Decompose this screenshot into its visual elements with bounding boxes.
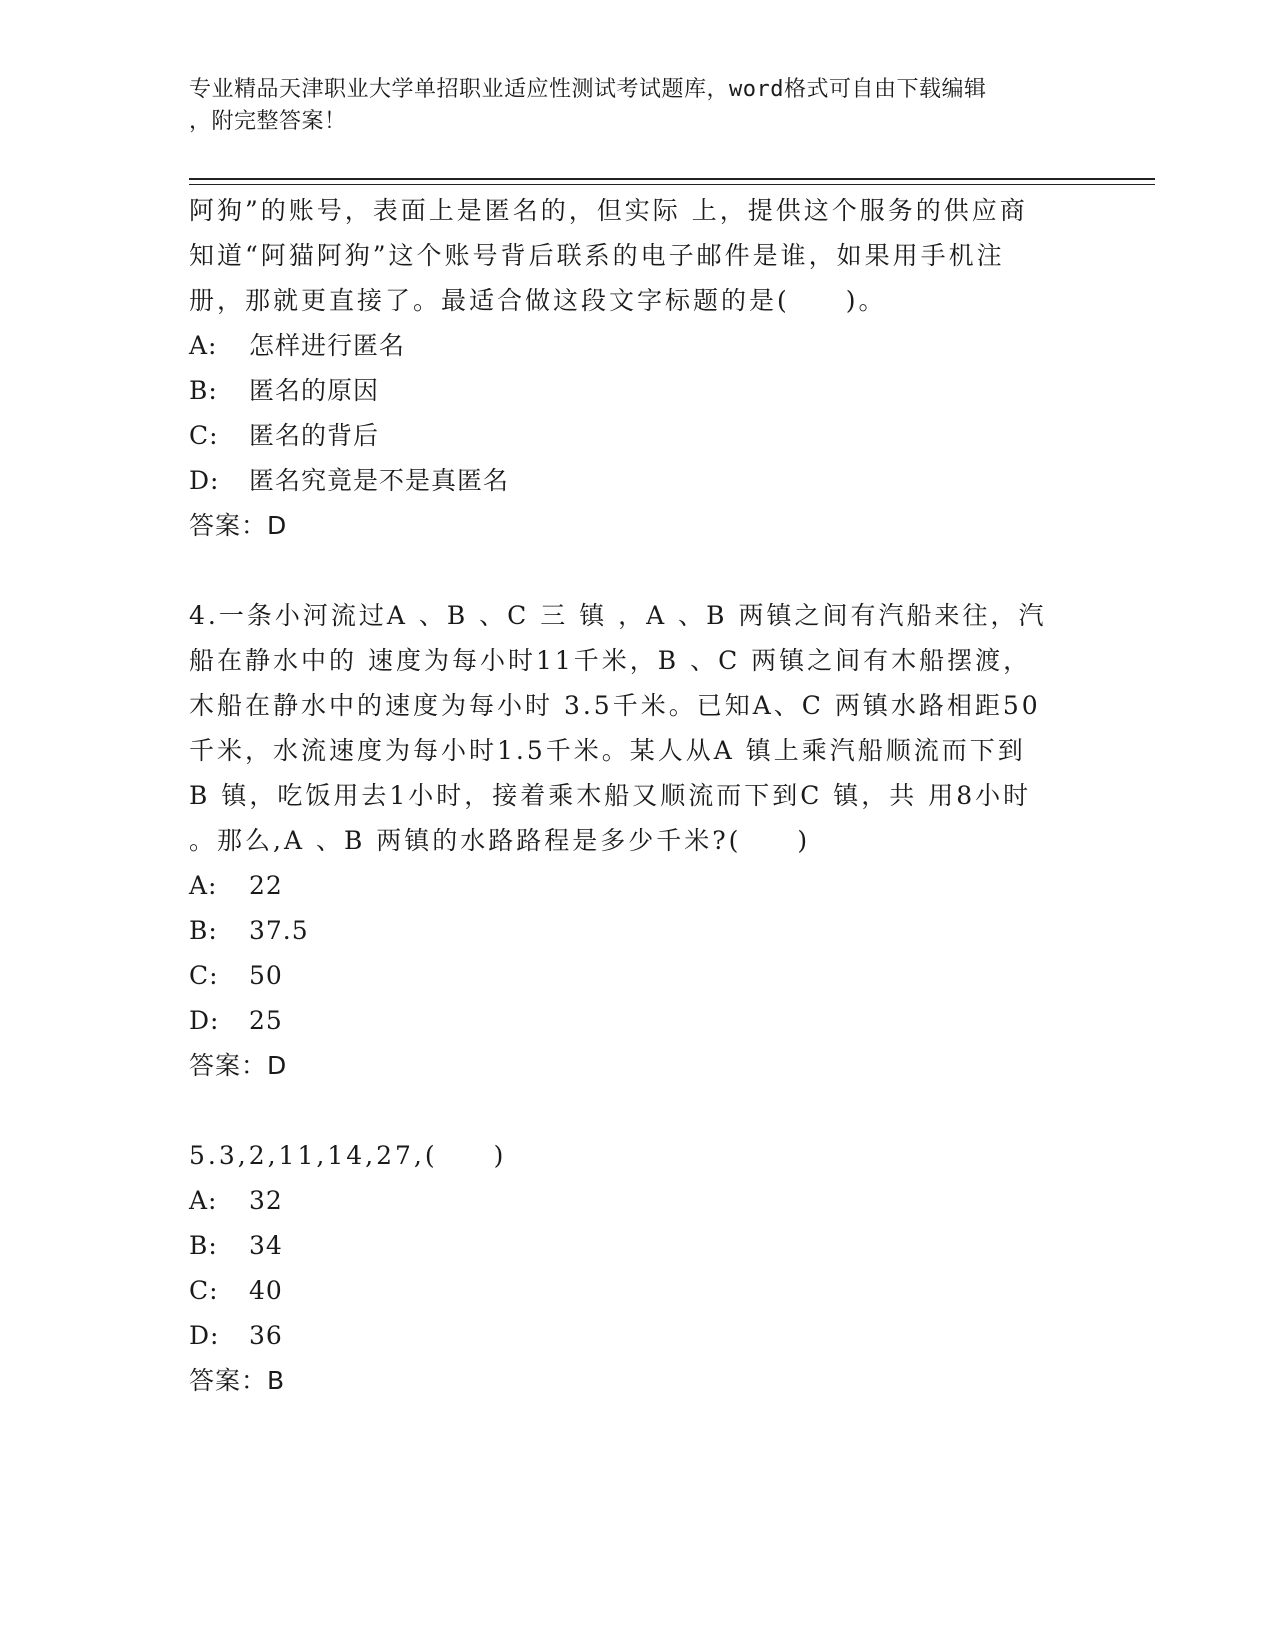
header-divider-thick [189,178,1155,180]
question-text-line: 4.一条小河流过A 、B 、C 三 镇 ，A 、B 两镇之间有汽船来往，汽 [189,601,1047,630]
option-text: 22 [249,871,283,900]
page-header [189,74,1069,138]
option-c [189,953,1089,998]
option-d [189,458,1089,503]
header-divider-thin [189,184,1155,185]
option-key: C: [189,1276,219,1305]
option-key: C: [189,961,219,990]
option-text: 匿名究竟是不是真匿名 [249,466,510,495]
option-key: A: [189,1186,218,1215]
option-c [189,1268,1089,1313]
option-key: D: [189,466,220,495]
option-text: 25 [249,1006,283,1035]
question-text-line: 木船在静水中的速度为每小时 3.5千米。已知A、C 两镇水路相距50 [189,691,1041,720]
option-key: A: [189,331,218,360]
option-text: 怎样进行匿名 [249,331,406,360]
option-text: 50 [249,961,283,990]
question-4 [189,593,1089,1088]
option-key: C: [189,421,219,450]
option-key: A: [189,871,218,900]
option-key: B: [189,916,218,945]
option-b [189,368,1089,413]
option-text: 匿名的背后 [249,421,380,450]
question-3 [189,188,1089,548]
question-text-line: 5.3,2,11,14,27,( ) [189,1141,507,1170]
spacer [189,548,1089,593]
option-text: 匿名的原因 [249,376,380,405]
option-text: 37.5 [249,916,309,945]
option-a [189,1178,1089,1223]
spacer [189,1088,1089,1133]
option-d [189,1313,1089,1358]
option-b [189,1223,1089,1268]
option-a [189,323,1089,368]
answer-line: 答案：B [189,1366,286,1395]
question-text-line: 册，那就更直接了。最适合做这段文字标题的是( )。 [189,286,887,315]
question-5 [189,1133,1089,1403]
answer-line: 答案：D [189,1051,288,1080]
option-c [189,413,1089,458]
option-d [189,998,1089,1043]
question-text-line: B 镇，吃饭用去1小时，接着乘木船又顺流而下到C 镇，共 用8小时 [189,781,1032,810]
document-body [189,188,1089,1403]
option-key: B: [189,376,218,405]
option-text: 36 [249,1321,283,1350]
answer-line: 答案：D [189,511,288,540]
header-line-2: ，附完整答案！ [189,109,347,134]
header-line-1: 专业精品天津职业大学单招职业适应性测试考试题库，word格式可自由下载编辑 [189,77,987,102]
option-text: 32 [249,1186,283,1215]
question-text-line: 千米，水流速度为每小时1.5千米。某人从A 镇上乘汽船顺流而下到 [189,736,1026,765]
option-text: 40 [249,1276,283,1305]
option-a [189,863,1089,908]
option-text: 34 [249,1231,283,1260]
option-key: B: [189,1231,218,1260]
question-text-line: 船在静水中的 速度为每小时11千米，B 、C 两镇之间有木船摆渡， [189,646,1032,675]
option-key: D: [189,1006,220,1035]
option-key: D: [189,1321,220,1350]
question-text-line: 知道“阿猫阿狗”这个账号背后联系的电子邮件是谁，如果用手机注 [189,241,1005,270]
option-b [189,908,1089,953]
question-text-line: 。那么,A 、B 两镇的水路路程是多少千米?( ) [189,826,811,855]
question-text-line: 阿狗”的账号，表面上是匿名的，但实际 上，提供这个服务的供应商 [189,196,1028,225]
